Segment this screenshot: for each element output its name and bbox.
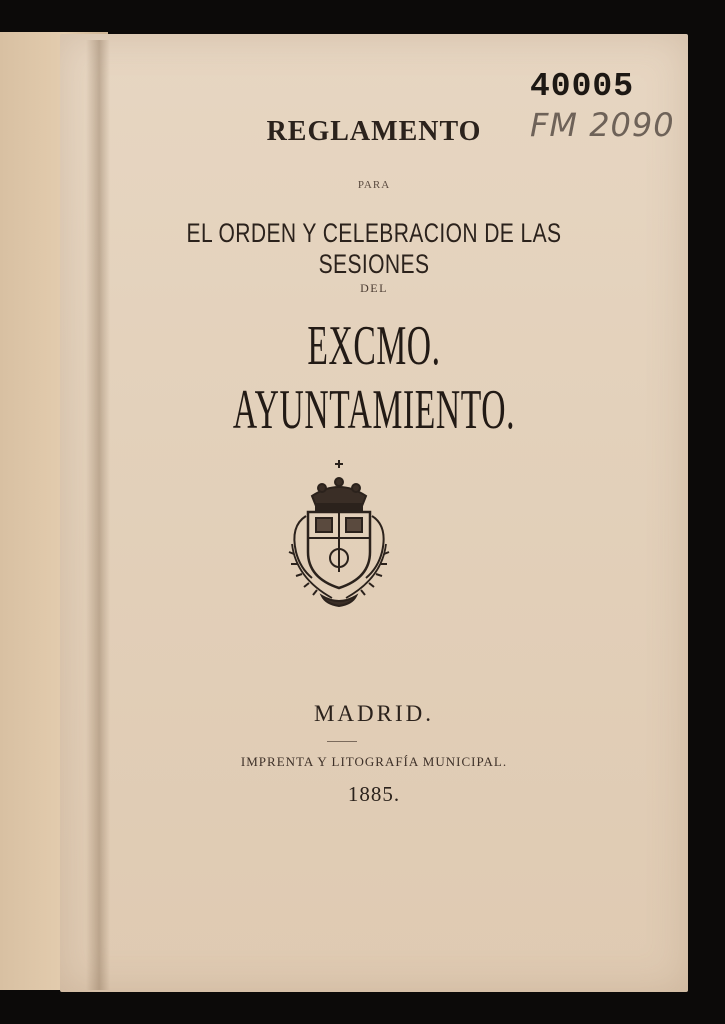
issuing-body: EXCMO. AYUNTAMIENTO.	[232, 315, 516, 441]
call-number-annotation: FM 2090	[530, 106, 675, 144]
printer-imprint: IMPRENTA Y LITOGRAFÍA MUNICIPAL.	[240, 754, 508, 769]
divider-rule	[327, 741, 357, 742]
document-subject: EL ORDEN Y CELEBRACION DE LAS SESIONES	[186, 218, 562, 279]
place-of-publication: MADRID.	[313, 701, 435, 726]
inventory-number-stamp: 40005	[530, 68, 635, 105]
connector-para: PARA	[357, 179, 391, 191]
publication-year: 1885.	[347, 782, 401, 806]
connector-del: DEL	[360, 281, 388, 295]
document-title: REGLAMENTO	[266, 116, 482, 147]
coat-of-arms-icon	[282, 458, 396, 608]
binding-gutter	[86, 40, 110, 990]
title-page	[60, 34, 688, 992]
